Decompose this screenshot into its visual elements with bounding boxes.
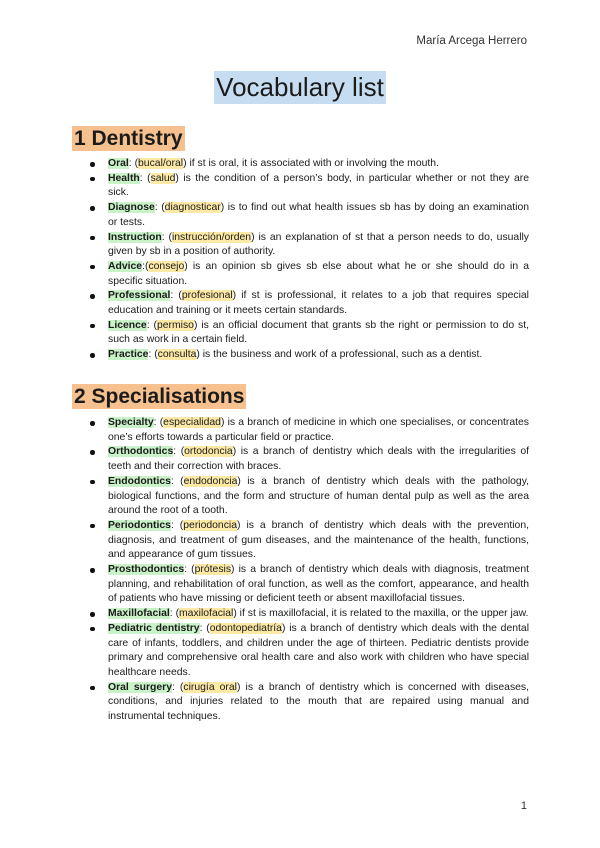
- list-item: [72, 519, 529, 563]
- spanish-translation: consulta: [157, 349, 197, 361]
- list-item: [72, 607, 529, 622]
- spanish-translation: instrucción/orden: [171, 231, 252, 243]
- term: Professional: [108, 290, 171, 302]
- list-item: [72, 622, 529, 681]
- section-heading: 1 Dentistry: [74, 127, 183, 150]
- spanish-translation: endodoncia: [183, 475, 238, 487]
- term-definition: ) is an explanation of st that a person needs to do, usually given by sb in a position of authority.: [108, 231, 530, 258]
- list-item: [72, 445, 529, 474]
- term-list: [72, 157, 529, 363]
- section-specialisations: [72, 384, 529, 725]
- term-definition: ) is a branch of dentistry which deals with the irregularities of teeth and their correction with braces.: [108, 446, 529, 473]
- term-separator: : (: [173, 446, 185, 458]
- term: Advice: [108, 260, 143, 272]
- spanish-translation: cirugía oral: [183, 681, 237, 693]
- list-item: [72, 289, 529, 318]
- term-separator: : (: [199, 622, 210, 634]
- spanish-translation: odontopediatría: [209, 622, 282, 634]
- term: Instruction: [108, 231, 162, 243]
- term-separator: : (: [154, 202, 165, 214]
- page-title: Vocabulary list: [216, 72, 384, 102]
- spanish-translation: maxilofacial: [179, 608, 234, 620]
- spanish-translation: diagnosticar: [164, 202, 221, 214]
- spanish-translation: permiso: [157, 319, 194, 331]
- term-separator: : (: [184, 564, 195, 576]
- term: Periodontics: [108, 519, 171, 531]
- term-definition: ) is a branch of dentistry which deals with diagnosis, treatment planning, and rehabilitation of oral function, as well as the comfort, appearance, and health of patients who have missing or deficient teeth or absent maxillofacial tissues.: [108, 564, 530, 605]
- section-heading: 2 Specialisations: [74, 385, 245, 408]
- term-definition: ) if st is oral, it is associated with or involving the mouth.: [183, 158, 439, 169]
- spanish-translation: ortodoncia: [184, 446, 233, 458]
- term: Health: [108, 172, 140, 184]
- spanish-translation: profesional: [181, 290, 233, 302]
- term: Orthodontics: [108, 446, 174, 458]
- list-item: [72, 681, 529, 725]
- term: Licence: [108, 319, 147, 331]
- term-separator: : (: [128, 158, 139, 169]
- term-separator: : (: [161, 231, 172, 243]
- term-separator: : (: [139, 172, 151, 184]
- list-item: [72, 348, 529, 363]
- title-container: [0, 71, 600, 104]
- term-separator: : (: [170, 475, 184, 487]
- spanish-translation: consejo: [148, 260, 185, 272]
- list-item: [72, 416, 529, 445]
- list-item: [72, 319, 529, 348]
- term-definition: ) if st is maxillofacial, it is related to the maxilla, or the upper jaw.: [233, 608, 529, 620]
- term-definition: ) if st is professional, it relates to a job that requires special education and training or it meets certain standards.: [108, 290, 529, 317]
- term: Practice: [108, 349, 149, 361]
- spanish-translation: bucal/oral: [138, 158, 184, 169]
- term-definition: ) is a branch of dentistry which deals with the dental care of infants, toddlers, and children under the age of thirteen. Pediatric dentists provide primary and comprehensive oral health care and also work with children who have special healthcare needs.: [108, 622, 529, 678]
- term: Endodontics: [108, 475, 171, 487]
- author-name: María Arcega Herrero: [416, 35, 527, 47]
- term: Prosthodontics: [108, 564, 185, 576]
- term: Pediatric dentistry: [108, 622, 200, 634]
- term: Oral surgery: [108, 681, 172, 693]
- term-definition: ) is to find out what health issues sb has by doing an examination or tests.: [108, 202, 529, 228]
- list-item: [72, 157, 529, 172]
- term-separator: : (: [146, 319, 157, 331]
- spanish-translation: salud: [150, 172, 176, 184]
- term: Maxillofacial: [108, 608, 170, 620]
- term: Oral: [108, 158, 129, 169]
- list-item: [72, 172, 529, 201]
- term: Diagnose: [108, 202, 155, 214]
- term-separator: :(: [142, 260, 149, 272]
- list-item: [72, 563, 529, 607]
- term-definition: ) is the condition of a person’s body, in particular whether or not they are sick.: [108, 172, 529, 199]
- term: Specialty: [108, 417, 154, 428]
- term-definition: ) is a branch of medicine in which one specialises, or concentrates one’s efforts towards a particular field or practice.: [108, 417, 530, 443]
- list-item: [72, 260, 529, 289]
- term-definition: ) is a branch of dentistry which deals with the prevention, diagnosis, and treatment of gum diseases, and the maintenance of the health, functions, and appearance of gum tissues.: [108, 519, 529, 561]
- term-definition: ) is an opinion sb gives sb else about what he or she should do in a specific situation.: [108, 260, 529, 287]
- spanish-translation: especialidad: [163, 417, 221, 428]
- term-list: [72, 416, 529, 725]
- list-item: [72, 201, 529, 230]
- page-number: 1: [520, 800, 527, 812]
- term-separator: : (: [148, 349, 158, 361]
- term-separator: : (: [170, 519, 184, 531]
- term-separator: : (: [153, 417, 164, 428]
- term-separator: : (: [169, 608, 180, 620]
- term-definition: ) is a branch of dentistry which deals with the pathology, biological functions, and the form and structure of human dental pulp as well as the area around the root of a tooth.: [108, 475, 529, 517]
- section-dentistry: [72, 126, 529, 363]
- spanish-translation: periodoncia: [183, 519, 237, 531]
- term-separator: : (: [171, 681, 184, 693]
- list-item: [72, 231, 529, 260]
- spanish-translation: prótesis: [194, 564, 232, 576]
- term-definition: ) is an official document that grants sb the right or permission to do st, such as work in a certain field.: [108, 319, 529, 346]
- term-separator: : (: [170, 290, 182, 302]
- list-item: [72, 475, 529, 519]
- term-definition: ) is a branch of dentistry which is concerned with diseases, conditions, and injuries related to the mouth that are repaired using manual and instrumental techniques.: [108, 681, 530, 723]
- term-definition: ) is the business and work of a professional, such as a dentist.: [196, 349, 483, 361]
